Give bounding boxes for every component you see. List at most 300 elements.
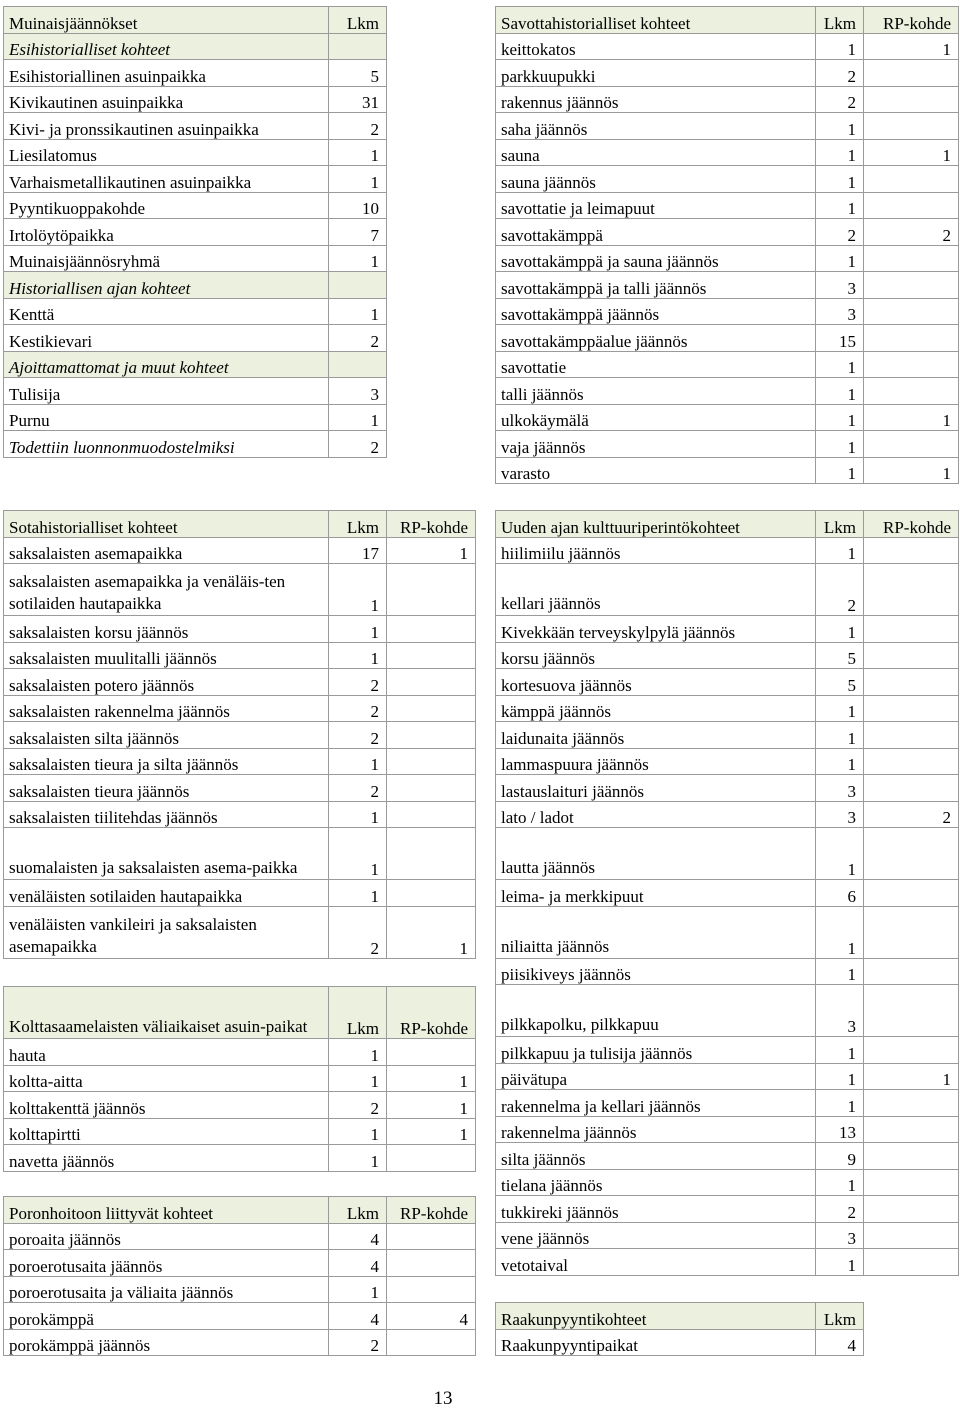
row-value: 2	[864, 801, 959, 828]
row-label: sauna	[496, 139, 816, 166]
row-label: saksalaisten tieura jäännös	[4, 775, 329, 802]
table-row	[4, 1276, 476, 1303]
row-value	[864, 906, 959, 958]
row-value	[387, 1223, 476, 1250]
row-value	[329, 33, 387, 60]
row-label: pilkkapuu ja tulisija jäännös	[496, 1037, 816, 1064]
table-row	[496, 1116, 959, 1143]
section-label: Esihistorialliset kohteet	[4, 33, 329, 60]
row-value: 1	[329, 1065, 387, 1092]
row-value: 4	[329, 1303, 387, 1330]
column-header: Muinaisjäännökset	[4, 7, 329, 34]
table-row	[4, 1223, 476, 1250]
column-header: Lkm	[329, 511, 387, 538]
row-value: 1	[329, 245, 387, 272]
row-value: 3	[816, 272, 864, 299]
row-label: saksalaisten tiilitehdas jäännös	[4, 801, 329, 828]
table-row	[496, 906, 959, 958]
table-row	[4, 192, 387, 219]
table-row	[496, 775, 959, 802]
row-label: keittokatos	[496, 33, 816, 60]
row-value: 4	[816, 1329, 864, 1356]
column-header: Sotahistorialliset kohteet	[4, 511, 329, 538]
row-value: 1	[816, 351, 864, 378]
table-row	[4, 219, 387, 246]
table-row	[4, 166, 387, 193]
row-label: savottakämppä ja talli jäännös	[496, 272, 816, 299]
row-value: 1	[816, 695, 864, 722]
row-value: 1	[864, 1063, 959, 1090]
row-label: navetta jäännös	[4, 1145, 329, 1172]
row-value	[387, 642, 476, 669]
row-value	[864, 272, 959, 299]
row-label: Esihistoriallinen asuinpaikka	[4, 60, 329, 87]
column-header: Lkm	[329, 987, 387, 1039]
table-row	[496, 669, 959, 696]
row-value: 2	[816, 564, 864, 616]
column-header: RP-kohde	[387, 511, 476, 538]
row-label: kellari jäännös	[496, 564, 816, 616]
row-label: vene jäännös	[496, 1222, 816, 1249]
row-label: saksalaisten rakennelma jäännös	[4, 695, 329, 722]
row-label: kolttakenttä jäännös	[4, 1092, 329, 1119]
row-value: 1	[816, 748, 864, 775]
table-row	[4, 431, 387, 458]
row-value: 7	[329, 219, 387, 246]
row-value	[864, 1090, 959, 1117]
section-row	[4, 33, 387, 60]
row-value: 2	[329, 113, 387, 140]
table-row	[496, 828, 959, 880]
savotta-header-row	[496, 7, 959, 34]
row-value: 1	[329, 642, 387, 669]
row-value	[387, 1329, 476, 1356]
row-label: savottatie ja leimapuut	[496, 192, 816, 219]
row-value	[387, 880, 476, 907]
row-value: 3	[816, 985, 864, 1037]
row-label: tukkireki jäännös	[496, 1196, 816, 1223]
row-value: 2	[864, 219, 959, 246]
row-value: 1	[329, 1276, 387, 1303]
table-row	[496, 245, 959, 272]
table-row	[4, 906, 476, 958]
table-row	[496, 1090, 959, 1117]
table-row	[496, 1329, 864, 1356]
table-row	[4, 298, 387, 325]
row-value	[387, 722, 476, 749]
row-value: 2	[329, 1092, 387, 1119]
table-row	[4, 1065, 476, 1092]
table-row	[4, 1092, 476, 1119]
section-row	[4, 272, 387, 299]
row-label: saksalaisten asemapaikka	[4, 537, 329, 564]
row-value: 2	[329, 669, 387, 696]
row-value: 1	[329, 166, 387, 193]
row-value: 15	[816, 325, 864, 352]
row-value	[864, 828, 959, 880]
row-label: kortesuova jäännös	[496, 669, 816, 696]
row-value: 2	[329, 775, 387, 802]
row-value: 1	[864, 139, 959, 166]
table-row	[4, 775, 476, 802]
row-value	[387, 748, 476, 775]
section-row	[4, 351, 387, 378]
table-row	[4, 669, 476, 696]
row-value: 1	[329, 139, 387, 166]
row-label: päivätupa	[496, 1063, 816, 1090]
row-value: 1	[329, 298, 387, 325]
row-value: 1	[387, 1065, 476, 1092]
row-value: 1	[816, 1249, 864, 1276]
table-row	[4, 748, 476, 775]
table-row	[496, 86, 959, 113]
row-value: 1	[329, 564, 387, 616]
table-row	[4, 1039, 476, 1066]
row-value	[864, 86, 959, 113]
row-value: 1	[329, 880, 387, 907]
row-label: savottakämppä	[496, 219, 816, 246]
column-header: Lkm	[329, 1197, 387, 1224]
row-label: saksalaisten potero jäännös	[4, 669, 329, 696]
raakunpyynti-table	[495, 1302, 864, 1356]
table-row	[4, 60, 387, 87]
row-label: saksalaisten korsu jäännös	[4, 616, 329, 643]
row-value: 5	[816, 642, 864, 669]
table-row	[4, 404, 387, 431]
column-header: Lkm	[816, 7, 864, 34]
row-value	[864, 192, 959, 219]
row-label: Purnu	[4, 404, 329, 431]
row-value	[864, 325, 959, 352]
row-label: rakennus jäännös	[496, 86, 816, 113]
row-label: sauna jäännös	[496, 166, 816, 193]
row-value: 1	[816, 404, 864, 431]
row-label: Pyyntikuoppakohde	[4, 192, 329, 219]
row-value	[387, 801, 476, 828]
row-value	[864, 1037, 959, 1064]
row-value: 1	[329, 801, 387, 828]
row-value: 1	[816, 537, 864, 564]
row-value: 2	[816, 86, 864, 113]
row-label: suomalaisten ja saksalaisten asema-paikka	[4, 828, 329, 880]
table-row	[4, 801, 476, 828]
table-row	[4, 616, 476, 643]
row-value	[387, 1145, 476, 1172]
kolttasaamelaiset-table	[3, 986, 476, 1172]
row-value: 1	[816, 722, 864, 749]
column-header: RP-kohde	[387, 1197, 476, 1224]
row-value: 1	[816, 906, 864, 958]
column-header: Lkm	[329, 7, 387, 34]
row-value: 2	[329, 325, 387, 352]
table-row	[4, 642, 476, 669]
muinaisjaannokset-table	[3, 6, 387, 458]
row-label: laidunaita jäännös	[496, 722, 816, 749]
row-label: Irtolöytöpaikka	[4, 219, 329, 246]
row-label: Tulisija	[4, 378, 329, 405]
row-value: 1	[816, 1169, 864, 1196]
row-value: 2	[329, 431, 387, 458]
row-value: 3	[816, 775, 864, 802]
table-row	[4, 722, 476, 749]
row-value: 1	[329, 1145, 387, 1172]
row-value	[387, 695, 476, 722]
row-label: rakennelma jäännös	[496, 1116, 816, 1143]
row-label: parkkuupukki	[496, 60, 816, 87]
page-number: 13	[433, 1388, 453, 1409]
row-label: savottakämppäalue jäännös	[496, 325, 816, 352]
row-label: kämppä jäännös	[496, 695, 816, 722]
row-value: 1	[329, 404, 387, 431]
row-label: lautta jäännös	[496, 828, 816, 880]
row-label: kolttapirtti	[4, 1118, 329, 1145]
row-value: 1	[816, 1037, 864, 1064]
sotahistorialliset-table	[3, 510, 476, 959]
row-value	[864, 1249, 959, 1276]
row-value	[387, 564, 476, 616]
row-label: saha jäännös	[496, 113, 816, 140]
row-label: Muinaisjäännösryhmä	[4, 245, 329, 272]
table-row	[4, 1118, 476, 1145]
row-label: hiilimiilu jäännös	[496, 537, 816, 564]
row-label: leima- ja merkkipuut	[496, 880, 816, 907]
row-value	[864, 245, 959, 272]
row-value	[864, 616, 959, 643]
row-label: hauta	[4, 1039, 329, 1066]
muinais-header-row	[4, 7, 387, 34]
table-row	[4, 537, 476, 564]
row-value: 3	[816, 1222, 864, 1249]
row-value	[387, 669, 476, 696]
row-label: poroerotusaita ja väliaita jäännös	[4, 1276, 329, 1303]
row-value: 1	[864, 33, 959, 60]
row-value: 1	[816, 192, 864, 219]
row-value: 1	[329, 1118, 387, 1145]
table-row	[4, 1145, 476, 1172]
row-value: 1	[387, 537, 476, 564]
savottahistorialliset-table	[495, 6, 959, 484]
row-value: 1	[329, 616, 387, 643]
row-value: 1	[864, 404, 959, 431]
table-row	[496, 457, 959, 484]
table-row	[496, 1249, 959, 1276]
table-row	[496, 880, 959, 907]
table-row	[496, 801, 959, 828]
row-value	[864, 880, 959, 907]
table-row	[496, 1196, 959, 1223]
row-value: 1	[816, 828, 864, 880]
row-value	[864, 1143, 959, 1170]
row-label: saksalaisten muulitalli jäännös	[4, 642, 329, 669]
row-label: porokämppä jäännös	[4, 1329, 329, 1356]
row-value	[387, 775, 476, 802]
row-label: koltta-aitta	[4, 1065, 329, 1092]
row-value	[864, 113, 959, 140]
table-row	[496, 166, 959, 193]
table-row	[496, 60, 959, 87]
row-label: tielana jäännös	[496, 1169, 816, 1196]
row-value: 1	[816, 245, 864, 272]
row-label: Kestikievari	[4, 325, 329, 352]
row-value: 1	[816, 958, 864, 985]
row-label: pilkkapolku, pilkkapuu	[496, 985, 816, 1037]
row-value	[864, 351, 959, 378]
column-header: RP-kohde	[864, 7, 959, 34]
table-row	[4, 1303, 476, 1330]
row-label: Liesilatomus	[4, 139, 329, 166]
row-label: korsu jäännös	[496, 642, 816, 669]
row-label: rakennelma ja kellari jäännös	[496, 1090, 816, 1117]
row-value	[864, 298, 959, 325]
table-row	[496, 616, 959, 643]
table-row	[496, 1143, 959, 1170]
table-row	[4, 695, 476, 722]
table-row	[496, 695, 959, 722]
row-value: 3	[329, 378, 387, 405]
table-row	[496, 1063, 959, 1090]
row-value: 4	[387, 1303, 476, 1330]
row-label: porokämppä	[4, 1303, 329, 1330]
row-label: Varhaismetallikautinen asuinpaikka	[4, 166, 329, 193]
row-value: 2	[816, 219, 864, 246]
table-row	[4, 113, 387, 140]
row-value	[864, 695, 959, 722]
row-label: saksalaisten asemapaikka ja venäläis-ten sotilaiden hautapaikka	[4, 564, 329, 616]
row-value	[864, 748, 959, 775]
row-label: silta jäännös	[496, 1143, 816, 1170]
table-row	[496, 537, 959, 564]
table-row	[496, 351, 959, 378]
column-header: Savottahistorialliset kohteet	[496, 7, 816, 34]
table-row	[496, 404, 959, 431]
row-value: 1	[329, 748, 387, 775]
table-row	[496, 325, 959, 352]
row-value: 10	[329, 192, 387, 219]
table-row	[496, 139, 959, 166]
row-value: 1	[816, 166, 864, 193]
row-value: 1	[816, 1063, 864, 1090]
table-row	[496, 378, 959, 405]
row-label: venäläisten sotilaiden hautapaikka	[4, 880, 329, 907]
table-row	[4, 1250, 476, 1277]
column-header: Lkm	[816, 1303, 864, 1330]
table-row	[4, 378, 387, 405]
row-value	[387, 828, 476, 880]
row-label: Kenttä	[4, 298, 329, 325]
row-value: 13	[816, 1116, 864, 1143]
row-value	[864, 669, 959, 696]
row-value	[864, 1222, 959, 1249]
row-label: Kivikautinen asuinpaikka	[4, 86, 329, 113]
table-row	[496, 1169, 959, 1196]
column-header: Raakunpyyntikohteet	[496, 1303, 816, 1330]
section-label: Historiallisen ajan kohteet	[4, 272, 329, 299]
row-value: 1	[329, 828, 387, 880]
row-value: 2	[329, 906, 387, 958]
table-row	[496, 1222, 959, 1249]
row-label: venäläisten vankileiri ja saksalaisten asemapaikka	[4, 906, 329, 958]
table-row	[4, 139, 387, 166]
row-label: savottakämppä ja sauna jäännös	[496, 245, 816, 272]
row-value: 1	[329, 1039, 387, 1066]
table-row	[4, 245, 387, 272]
row-value	[864, 564, 959, 616]
row-value: 2	[329, 695, 387, 722]
table-row	[496, 33, 959, 60]
table-row	[4, 880, 476, 907]
row-label: talli jäännös	[496, 378, 816, 405]
row-value	[864, 166, 959, 193]
row-label: savottakämppä jäännös	[496, 298, 816, 325]
row-value	[864, 60, 959, 87]
row-label: poroaita jäännös	[4, 1223, 329, 1250]
table-row	[4, 86, 387, 113]
poro-header-row	[4, 1197, 476, 1224]
raakun-header-row	[496, 1303, 864, 1330]
poronhoito-table	[3, 1196, 476, 1356]
row-label: lato / ladot	[496, 801, 816, 828]
table-row	[496, 958, 959, 985]
table-row	[496, 985, 959, 1037]
column-header: Uuden ajan kulttuuriperintökohteet	[496, 511, 816, 538]
row-label: Raakunpyyntipaikat	[496, 1329, 816, 1356]
row-value: 2	[816, 1196, 864, 1223]
table-row	[4, 325, 387, 352]
row-value: 4	[329, 1223, 387, 1250]
row-value: 1	[864, 457, 959, 484]
row-value	[864, 1116, 959, 1143]
table-row	[4, 1329, 476, 1356]
table-row	[496, 272, 959, 299]
column-header: Poronhoitoon liittyvät kohteet	[4, 1197, 329, 1224]
row-value: 9	[816, 1143, 864, 1170]
row-value	[864, 537, 959, 564]
row-value	[387, 1039, 476, 1066]
row-value: 1	[816, 113, 864, 140]
table-row	[496, 192, 959, 219]
column-header: Kolttasaamelaisten väliaikaiset asuin-paikat	[4, 987, 329, 1039]
row-label: niliaitta jäännös	[496, 906, 816, 958]
row-value	[864, 985, 959, 1037]
row-value: 3	[816, 801, 864, 828]
row-value: 5	[329, 60, 387, 87]
row-value: 2	[816, 60, 864, 87]
row-value	[864, 378, 959, 405]
row-value: 1	[387, 906, 476, 958]
row-value: 2	[329, 1329, 387, 1356]
row-value: 4	[329, 1250, 387, 1277]
row-label: saksalaisten silta jäännös	[4, 722, 329, 749]
uuden-ajan-table	[495, 510, 959, 1276]
row-label: lammaspuura jäännös	[496, 748, 816, 775]
row-value	[329, 272, 387, 299]
row-value: 1	[816, 431, 864, 458]
row-label: Todettiin luonnonmuodostelmiksi	[4, 431, 329, 458]
row-value: 1	[816, 457, 864, 484]
table-row	[496, 431, 959, 458]
table-row	[4, 564, 476, 616]
row-label: Kivi- ja pronssikautinen asuinpaikka	[4, 113, 329, 140]
row-value	[864, 642, 959, 669]
table-row	[4, 828, 476, 880]
column-header: RP-kohde	[387, 987, 476, 1039]
table-row	[496, 298, 959, 325]
koltta-header-row	[4, 987, 476, 1039]
row-value: 2	[329, 722, 387, 749]
row-label: lastauslaituri jäännös	[496, 775, 816, 802]
row-value	[864, 1169, 959, 1196]
row-value	[387, 616, 476, 643]
